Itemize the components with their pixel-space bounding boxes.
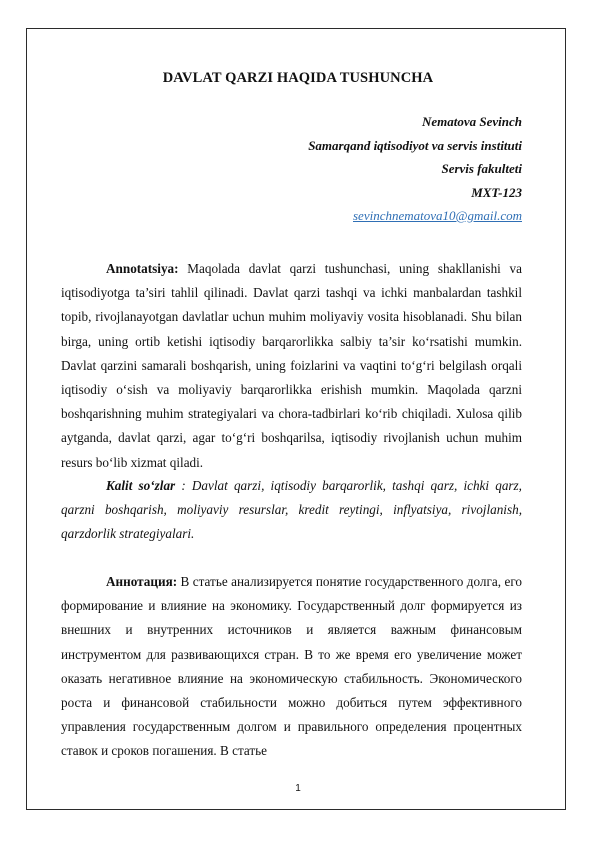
article-title: DAVLAT QARZI HAQIDA TUSHUNCHA	[162, 70, 434, 86]
keywords	[61, 474, 522, 547]
author-faculty: Servis fakulteti	[441, 161, 522, 176]
abstract-uz	[61, 257, 522, 475]
author-institute: Samarqand iqtisodiyot va servis instituti	[308, 137, 522, 153]
abstract-uz-text: Maqolada davlat qarzi tushunchasi, uning shakllanishi va iqtisodiyotga ta’siri tahlil qilinadi. Davlat qarzi tashqi va ichki manbalardan tashkil topib, rivojlanayotgan davlatlar uchun muhim moliyaviy vosita hisoblanadi. Shu bilan birga, uning ortib ketishi iqtisodiy barqarorlikka salbiy ta’sir ko‘rsatishi mumkin. Davlat qarzini samarali boshqarish, uning foizlarini va vaqtini to‘g‘ri belgilash orqali iqtisodiy o‘sish va moliyaviy barqarorlikka erishish mumkin. Maqolada qarzni boshqarishning muhim strategiyalari va chora-tadbirlari ko‘rib chiqiladi. Xulosa qilib aytganda, davlat qarzi, agar to‘g‘ri boshqarilsa, iqtisodiy rivojlanish uchun muhim resurs bo‘lib xizmat qiladi.	[61, 261, 522, 470]
abstract-ru	[61, 570, 522, 764]
abstract-ru-text: В статье анализируется понятие государственного долга, его формирование и влияние на экономику. Государственный долг формируется из внешних и внутренних источников и является важным финансовым инструментом для развивающихся стран. В то же время его увеличение может оказать негативное влияние на экономическую стабильность. Экономического роста и финансовой стабильности можно добиться путем эффективного управления государственным долгом и правильного определения процентных ставок и сроков погашения. В статье	[61, 574, 522, 759]
author-block	[308, 110, 522, 228]
author-name: Nematova Sevinch	[421, 114, 522, 129]
abstract-ru-label: Аннотация:	[106, 574, 178, 589]
keywords-text: : Davlat qarzi, iqtisodiy barqarorlik, tashqi qarz, ichki qarz, qarzni boshqarish, moliyaviy resurslar, kredit reytingi, inflyatsiya, rivojlanish, qarzdorlik strategiyalari.	[61, 478, 522, 542]
abstract-uz-label: Annotatsiya:	[106, 261, 179, 276]
author-group: MXT-123	[471, 184, 522, 200]
author-email-link[interactable]: sevinchnematova10@gmail.com	[353, 208, 522, 223]
page-number: 1	[295, 783, 301, 794]
keywords-label: Kalit so‘zlar	[106, 478, 176, 493]
